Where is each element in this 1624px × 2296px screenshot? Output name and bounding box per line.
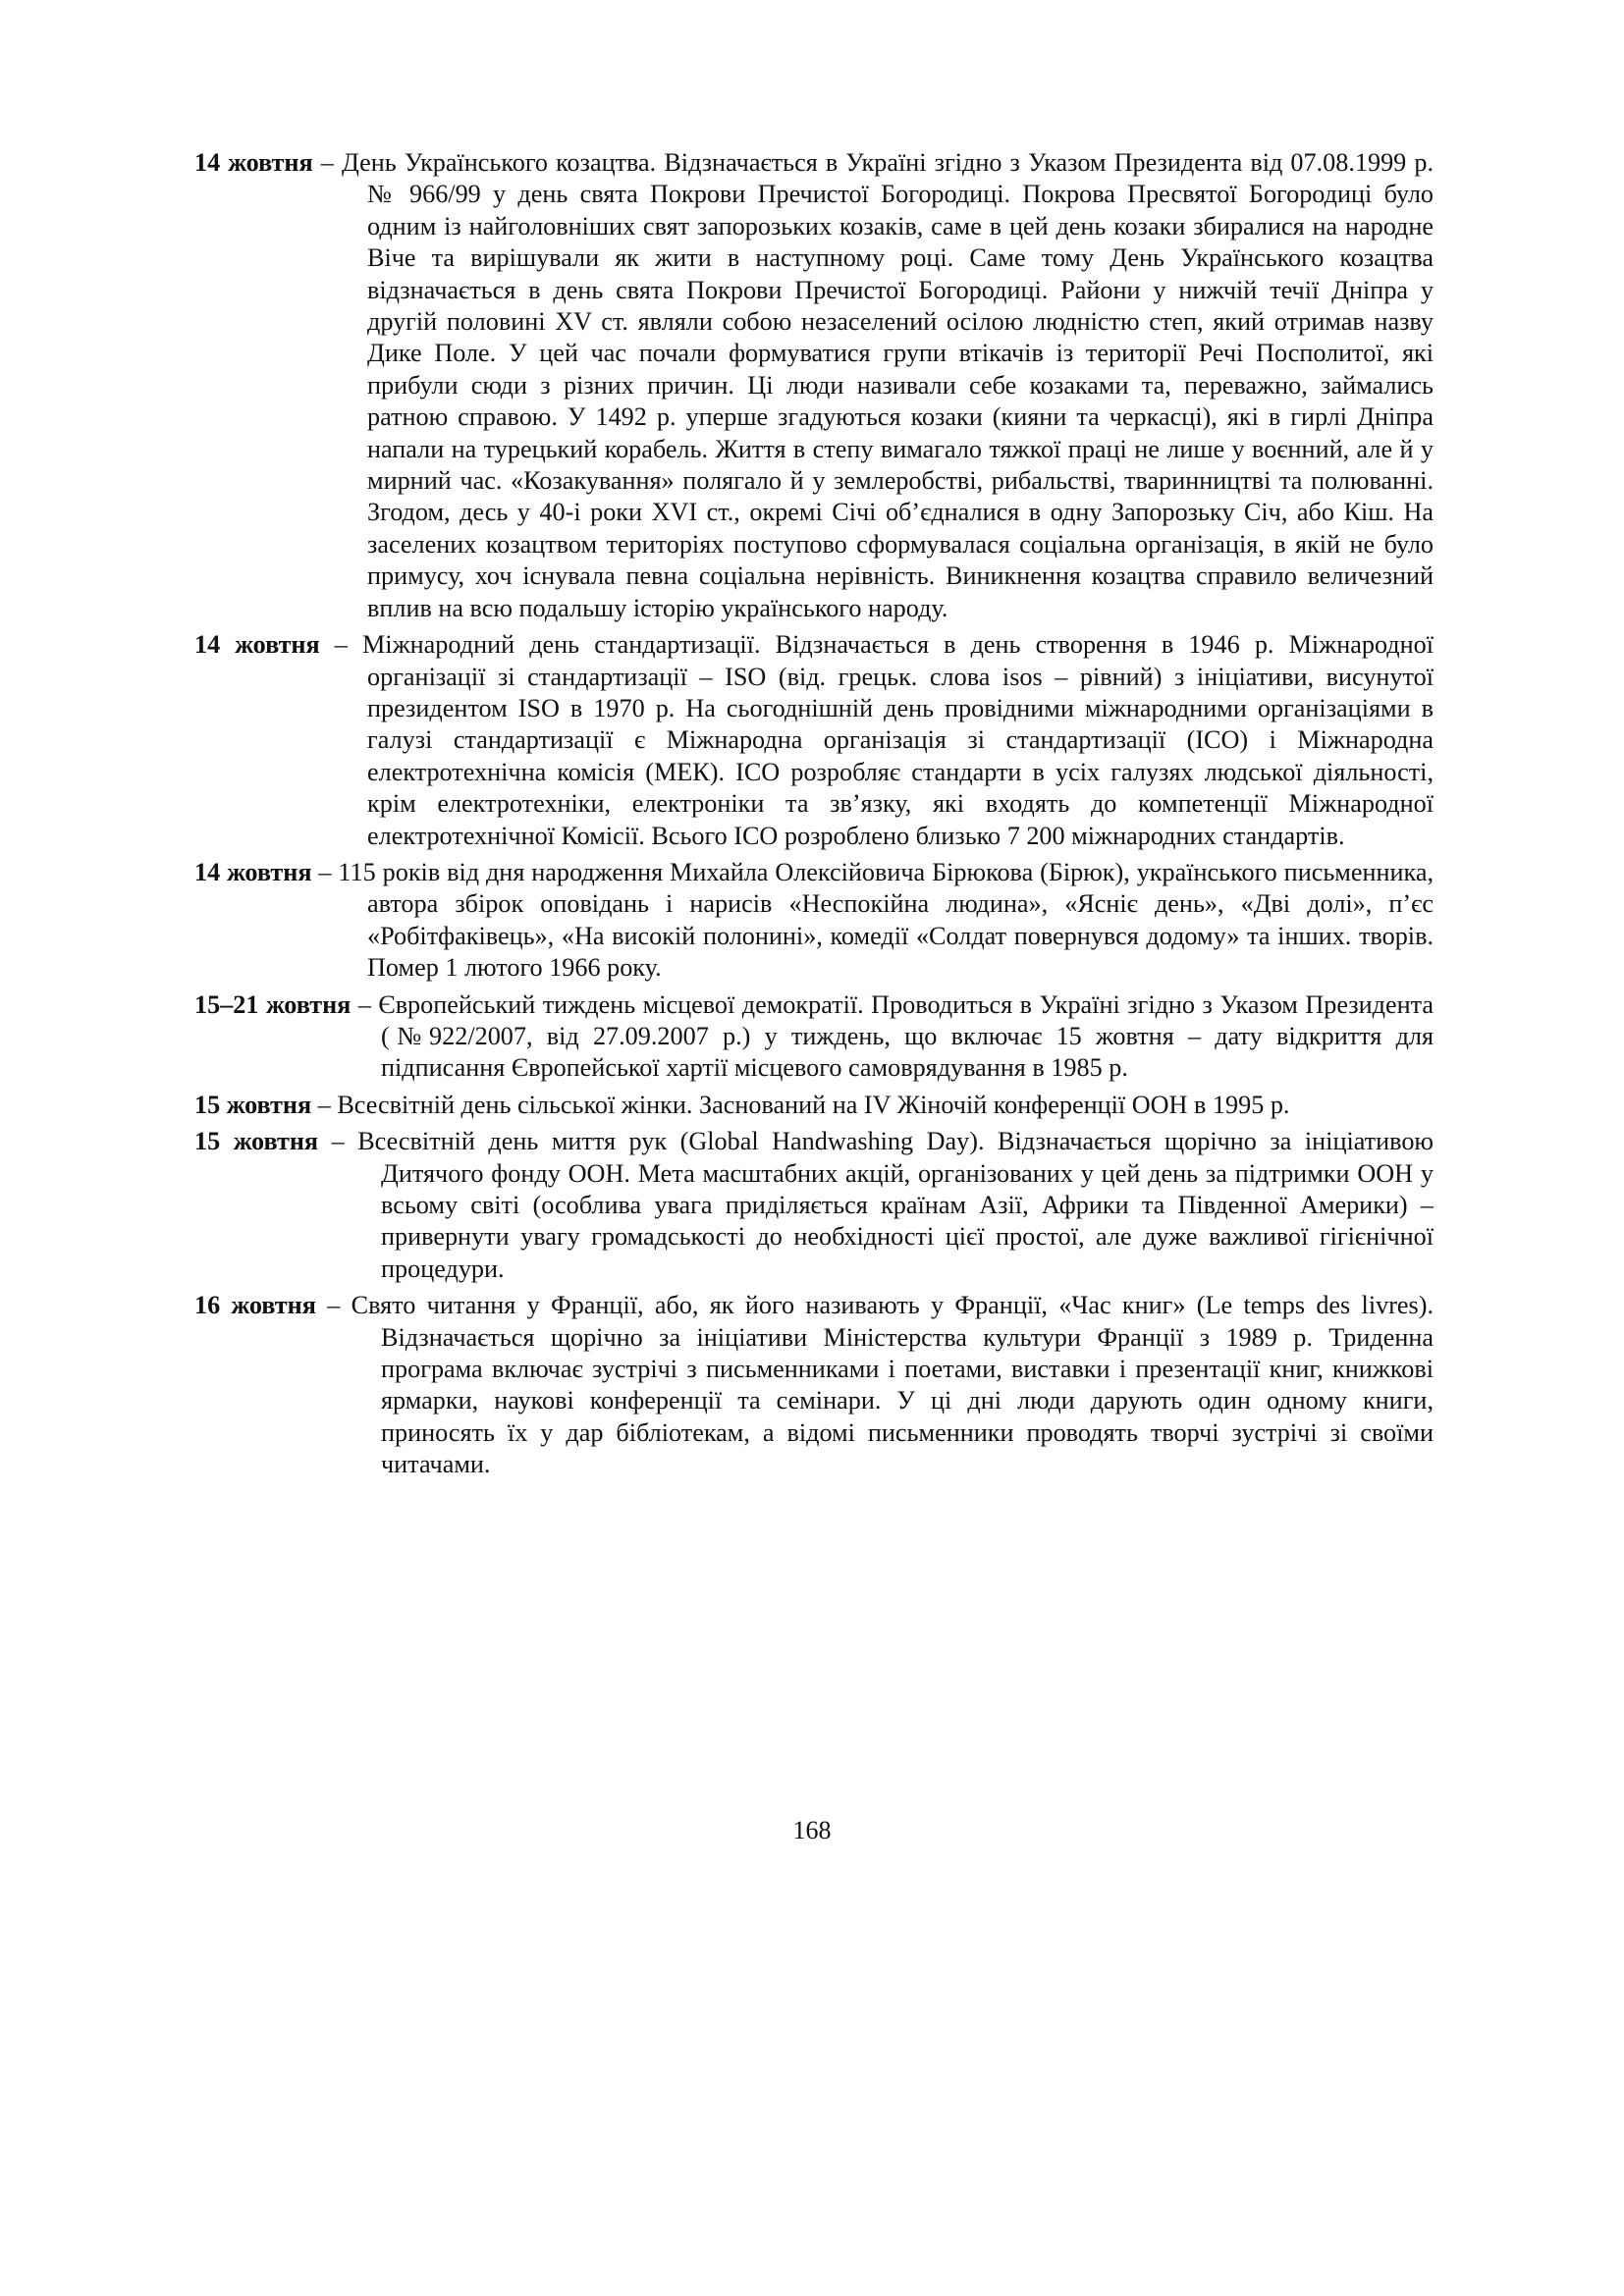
- entry-dash: –: [315, 1291, 352, 1320]
- entry-date: 14 жовтня: [194, 630, 320, 660]
- entry-text: 115 років від дня народження Михайла Олексійовича Бірюкова (Бірюк), українського письменника, автора збірок оповідань і нарисів «Неспокійна людина», «Ясніє день», «Дві долі», п’єс «Робітфаківець», «На високій полонині», комедії «Солдат повернувся додому» та інших. творів. Помер 1 лютого 1966 року.: [338, 857, 1435, 983]
- entry-dash: –: [312, 148, 342, 177]
- calendar-entry: [194, 857, 1434, 985]
- page-number: 168: [792, 1816, 832, 1844]
- calendar-entry: [194, 1126, 1434, 1285]
- entry-date: 15 жовтня: [194, 1127, 319, 1156]
- calendar-entry: [194, 989, 1434, 1085]
- entry-dash: –: [351, 989, 379, 1019]
- calendar-entry: [194, 147, 1434, 624]
- entry-dash: –: [311, 1090, 338, 1119]
- entry-text: Всесвітній день сільської жінки. Заснований на IV Жіночій конференції ООН в 1995 р.: [337, 1090, 1290, 1119]
- entry-dash: –: [318, 1127, 358, 1156]
- entry-date: 14 жовтня: [194, 148, 313, 177]
- entry-text: Свято читання у Франції, або, як його називають у Франції, «Час книг» (Le temps des livres). Відзначається щорічно за ініціативи Міністерства культури Франції з 1989 р. Триденна програма включає зустрічі з письменниками і поетами, виставки і презентації книг, книжкові ярмарки, наукові конференції та семінари. У ці дні люди дарують один одному книги, приносять їх у дар бібліотекам, а відомі письменники проводять творчі зустрічі зі своїми читачами.: [351, 1291, 1434, 1479]
- entry-text: Європейський тиждень місцевої демократії. Проводиться в Україні згідно з Указом Президента (№922/2007, від 27.09.2007 р.) у тиждень, що включає 15 жовтня – дату відкриття для підписання Європейської хартії місцевого самоврядування в 1985 р.: [378, 989, 1435, 1083]
- entry-dash: –: [319, 630, 363, 660]
- entry-date: 15–21 жовтня: [194, 989, 352, 1019]
- entry-date: 14 жовтня: [194, 857, 312, 886]
- entry-date: 16 жовтня: [194, 1291, 316, 1320]
- entry-text: День Українського козацтва. Відзначається в Україні згідно з Указом Президента від 07.08.1999 р. № 966/99 у день свята Покрови Пречистої Богородиці. Покрова Пресвятої Богородиці було одним із найголовніших свят запорозьких козаків, саме в цей день козаки збиралися на народне Віче та вирішували як жити в наступному році. Саме тому День Українського козацтва відзначається в день свята Покрови Пречистої Богородиці. Райони у нижчій течії Дніпра у другій половині XV ст. являли собою незаселений осілою людністю степ, який отримав назву Дике Поле. У цей час почали формуватися групи втікачів із території Речі Посполитої, які прибули сюди з різних причин. Ці люди називали себе козаками та, переважно, займались ратною справою. У 1492 р. уперше згадуються козаки (кияни та черкасці), які в гирлі Дніпра напали на турецький корабель. Життя в степу вимагало тяжкої праці не лише у воєнний, але й у мирний час. «Козакування» полягало й у землеробстві, рибальстві, тваринництві та полюванні. Згодом, десь у 40-і роки XVI ст., окремі Січі об’єдналися в одну Запорозьку Січ, або Кіш. На заселених козацтвом територіях поступово сформувалася соціальна організація, в якій не було примусу, хоч існувала певна соціальна нерівність. Виникнення козацтва справило величезний вплив на всю подальшу історію українського народу.: [341, 148, 1434, 622]
- entry-dash: –: [311, 857, 339, 886]
- calendar-entry: [194, 1090, 1434, 1121]
- calendar-entry: [194, 1290, 1434, 1480]
- entry-date: 15 жовтня: [194, 1090, 312, 1119]
- entry-text: Всесвітній день миття рук (Global Handwashing Day). Відзначається щорічно за ініціативою Дитячого фонду ООН. Мета масштабних акцій, організованих у цей день за підтримки ООН у всьому світі (особлива увага приділяється країнам Азії, Африки та Південної Америки) – привернути увагу громадськості до необхідності цієї простої, але дуже важливої гігієнічної процедури.: [357, 1127, 1434, 1283]
- entry-text: Міжнародний день стандартизації. Відзначається в день створення в 1946 р. Міжнародної організації зі стандартизації – ISO (від. грецьк. слова isos – рівний) з ініціативи, висунутої президентом ISO в 1970 р. На сьогоднішній день провідними міжнародними організаціями в галузі стандартизації є Міжнародна організація зі стандартизації (ІСО) і Міжнародна електротехнічна комісія (МЕК). ІСО розробляє стандарти в усіх галузях людської діяльності, крім електротехніки, електроніки та зв’язку, які входять до компетенції Міжнародної електротехнічної Комісії. Всього ІСО розроблено близько 7 200 міжнародних стандартів.: [362, 630, 1435, 850]
- document-page: [194, 147, 1434, 1486]
- calendar-entry: [194, 629, 1434, 852]
